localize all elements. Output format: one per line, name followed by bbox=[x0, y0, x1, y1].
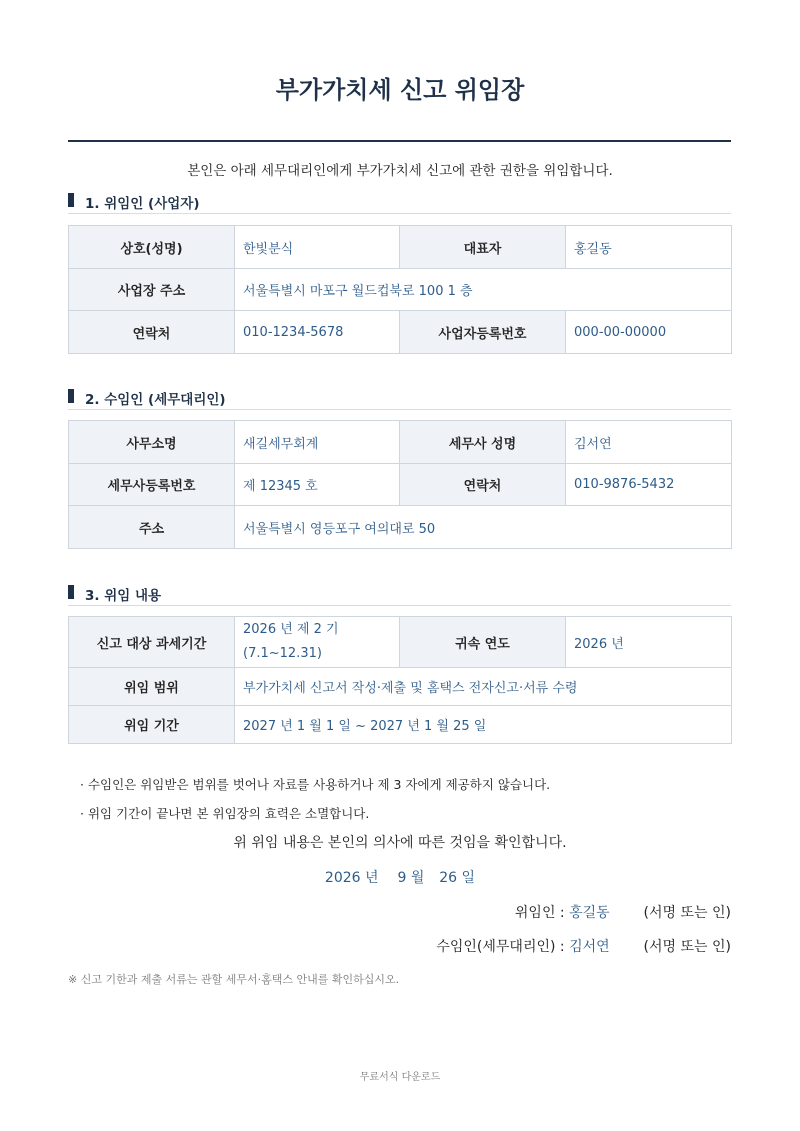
signing-date: 2026 년 9 월 26 일 bbox=[324, 870, 476, 886]
label-representative: 대표자 bbox=[400, 226, 566, 269]
label-reg-no: 세무사등록번호 bbox=[69, 464, 235, 506]
delegate-label: 수임인(세무대리인) : bbox=[436, 939, 565, 955]
value-duration: 2027 년 1 월 1 일 ~ 2027 년 1 월 25 일 bbox=[235, 706, 732, 744]
label-accountant-name: 세무사 성명 bbox=[400, 421, 566, 464]
label-office: 사무소명 bbox=[69, 421, 235, 464]
date-month: 9 bbox=[397, 870, 407, 886]
value-business-address: 서울특별시 마포구 월드컵북로 100 1 층 bbox=[235, 269, 732, 311]
table-row bbox=[69, 226, 732, 269]
value-tax-period: 2026 년 제 2 기 (7.1~12.31) bbox=[235, 617, 400, 668]
sign-hint: (서명 또는 인) bbox=[643, 905, 731, 921]
label-duration: 위임 기간 bbox=[69, 706, 235, 744]
footer-link[interactable]: 무료서식 다운로드 bbox=[359, 1072, 441, 1083]
footnote: ※ 신고 기한과 제출 서류는 관할 세무서·홈택스 안내를 확인하십시오. bbox=[68, 973, 400, 986]
section-marker bbox=[68, 585, 74, 599]
value-scope: 부가가치세 신고서 작성·제출 및 홈택스 전자신고·서류 수령 bbox=[235, 668, 732, 706]
sign-hint: (서명 또는 인) bbox=[643, 939, 731, 955]
intro-text: 본인은 아래 세무대리인에게 부가가치세 신고에 관한 권한을 위임합니다. bbox=[187, 163, 613, 179]
value-delegate-address: 서울특별시 영등포구 여의대로 50 bbox=[235, 506, 732, 549]
note-item: · 수임인은 위임받은 범위를 벗어나 자료를 사용하거나 제 3 자에게 제공하지 않습니다. bbox=[80, 777, 551, 792]
label-delegate-contact: 연락처 bbox=[400, 464, 566, 506]
value-representative: 홍길동 bbox=[566, 226, 732, 269]
label-contact: 연락처 bbox=[69, 311, 235, 354]
title-divider bbox=[68, 140, 731, 142]
table-row bbox=[69, 506, 732, 549]
value-attribution-year: 2026 년 bbox=[566, 617, 732, 668]
section-marker bbox=[68, 193, 74, 207]
value-business-no: 000-00-00000 bbox=[566, 311, 732, 354]
delegate-signature-line bbox=[436, 936, 731, 956]
table-row bbox=[69, 421, 732, 464]
date-year: 2026 bbox=[324, 870, 361, 886]
document-title: 부가가치세 신고 위임장 bbox=[275, 76, 525, 104]
delegate-table bbox=[68, 420, 732, 549]
value-accountant-name: 김서연 bbox=[566, 421, 732, 464]
table-row bbox=[69, 668, 732, 706]
table-row bbox=[69, 706, 732, 744]
table-row bbox=[69, 311, 732, 354]
table-row bbox=[69, 269, 732, 311]
label-business-address: 사업장 주소 bbox=[69, 269, 235, 311]
value-trade-name: 한빛분식 bbox=[235, 226, 400, 269]
value-office: 새길세무회계 bbox=[235, 421, 400, 464]
value-contact: 010-1234-5678 bbox=[235, 311, 400, 354]
label-delegate-address: 주소 bbox=[69, 506, 235, 549]
label-business-no: 사업자등록번호 bbox=[400, 311, 566, 354]
delegator-name: 홍길동 bbox=[569, 905, 610, 921]
section-heading-delegate: 2. 수임인 (세무대리인) bbox=[68, 388, 731, 410]
delegate-name: 김서연 bbox=[569, 939, 610, 955]
label-attribution-year: 귀속 연도 bbox=[400, 617, 566, 668]
section-heading-delegator: 1. 위임인 (사업자) bbox=[68, 192, 731, 214]
value-reg-no: 제 12345 호 bbox=[235, 464, 400, 506]
confirmation-statement: 위 위임 내용은 본인의 의사에 따른 것임을 확인합니다. bbox=[233, 835, 567, 851]
delegator-signature-line bbox=[515, 902, 731, 922]
label-tax-period: 신고 대상 과세기간 bbox=[69, 617, 235, 668]
label-trade-name: 상호(성명) bbox=[69, 226, 235, 269]
table-row bbox=[69, 464, 732, 506]
section-heading-scope: 3. 위임 내용 bbox=[68, 584, 731, 606]
table-row bbox=[69, 617, 732, 668]
delegator-label: 위임인 : bbox=[514, 905, 565, 921]
label-scope: 위임 범위 bbox=[69, 668, 235, 706]
value-delegate-contact: 010-9876-5432 bbox=[566, 464, 732, 506]
note-item: · 위임 기간이 끝나면 본 위임장의 효력은 소멸합니다. bbox=[80, 806, 370, 821]
scope-table bbox=[68, 616, 732, 744]
delegator-table bbox=[68, 225, 732, 354]
date-day: 26 bbox=[439, 870, 458, 886]
section-marker bbox=[68, 389, 74, 403]
